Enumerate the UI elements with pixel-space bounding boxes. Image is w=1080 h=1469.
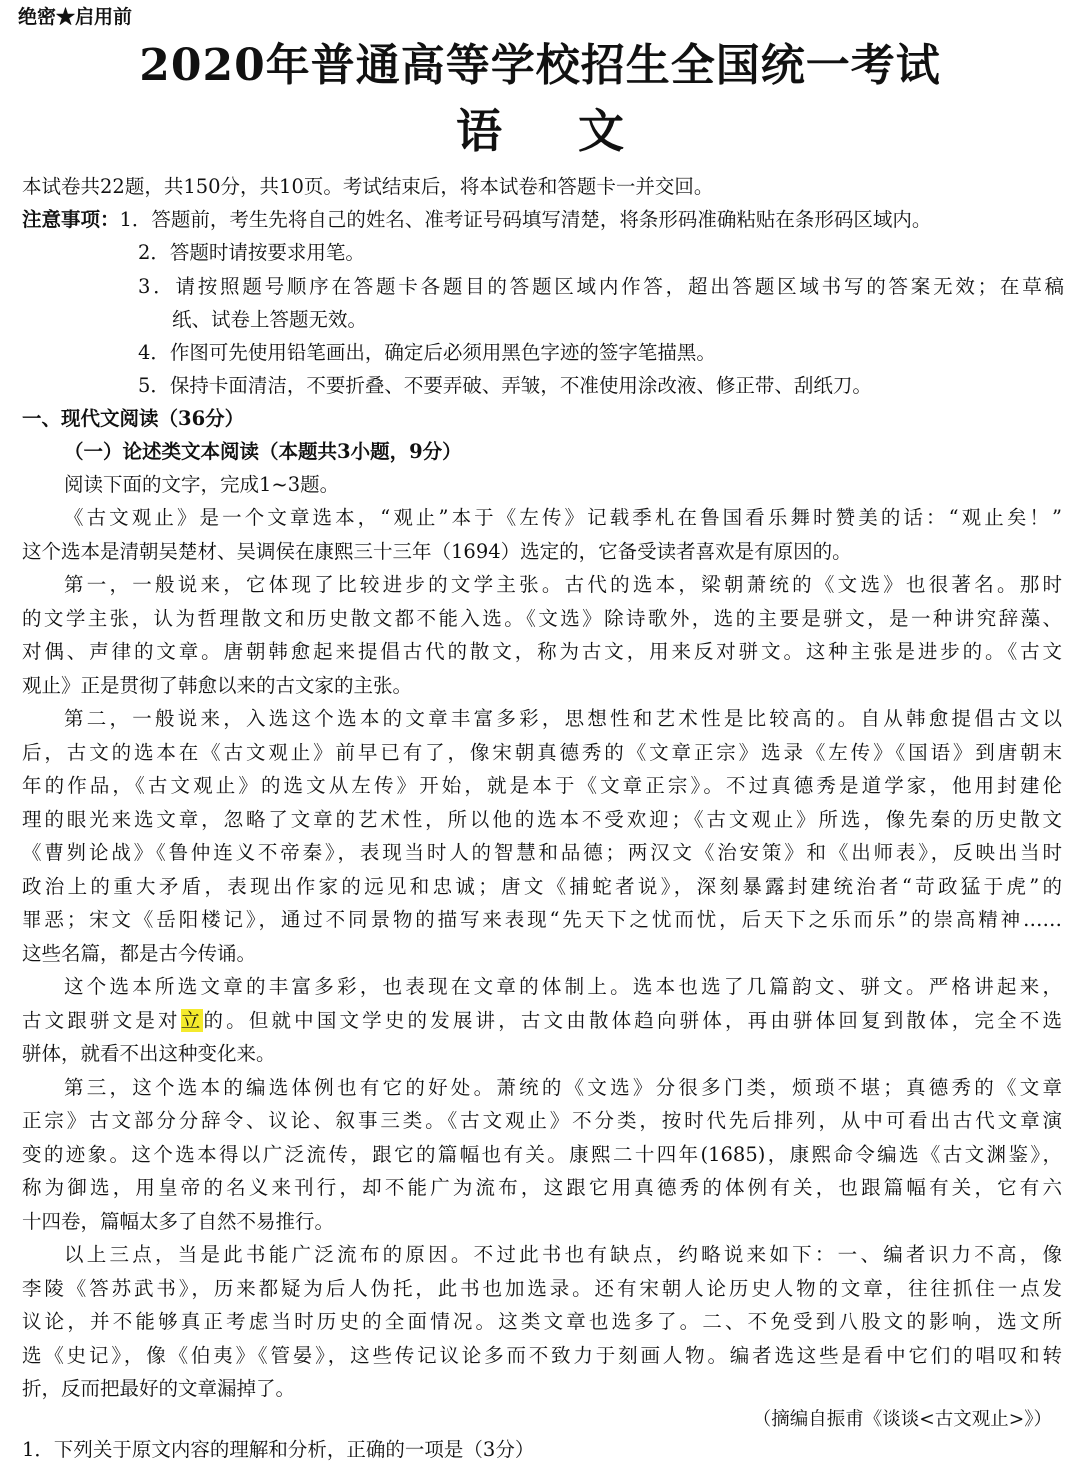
passage-line: 变的迹象。这个选本得以广泛流传，跟它的篇幅也有关。康熙二十四年(1685)，康熙命令编选《古文渊鉴》， xyxy=(22,1142,1062,1166)
subject-title: 语文 xyxy=(456,104,700,158)
passage-line: 骈体，就看不出这种变化来。 xyxy=(22,1042,276,1065)
highlighted-char: 立 xyxy=(180,1008,204,1032)
section-heading: 一、现代文阅读（36分） xyxy=(22,407,245,430)
passage-text: 古文跟骈文是对 xyxy=(22,1008,181,1032)
notice-label: 注意事项： xyxy=(22,208,120,231)
passage-line: 这些名篇，都是古今传诵。 xyxy=(22,941,257,965)
passage-line: 李陵《答苏武书》，历来都疑为后人伪托，此书也加选录。还有宋朝人论历史人物的文章，往往抓住一点发 xyxy=(22,1276,1062,1300)
passage-line: 正宗》古文部分分辞令、议论、叙事三类。《古文观止》不分类，按时代先后排列，从中可看出古代文章演 xyxy=(22,1109,1062,1132)
passage-line: 后，古文的选本在《古文观止》前早已有了，像宋朝真德秀的《文章正宗》选录《左传》《国语》到唐朝末 xyxy=(22,740,1062,764)
passage-line: 年的作品，《古文观止》的选文从左传》开始，就是本于《文章正宗》。不过真德秀是道学家，他用封建伦 xyxy=(22,774,1062,797)
notice-item-3-cont: 纸、试卷上答题无效。 xyxy=(172,308,368,331)
intro-text: 本试卷共22题，共150分，共10页。考试结束后，将本试卷和答题卡一并交回。 xyxy=(22,175,714,198)
passage-line: 理的眼光来选文章，忽略了文章的艺术性，所以他的选本不受欢迎；《古文观止》所选，像先秦的历史散文 xyxy=(22,807,1062,831)
passage-line: 《曹刿论战》《鲁仲连义不帝秦》，表现当时人的智慧和品德；两汉文《治安策》和《出师表》，反映出当时 xyxy=(22,841,1062,864)
passage-line: 折，反而把最好的文章漏掉了。 xyxy=(22,1377,296,1400)
notice-item-4: 4．作图可先使用铅笔画出，确定后必须用黑色字迹的签字笔描黑。 xyxy=(138,341,716,364)
exam-title: 2020年普通高等学校招生全国统一考试 xyxy=(139,40,941,91)
passage-line: 以上三点，当是此书能广泛流布的原因。不过此书也有缺点，约略说来如下：一、编者识力不高，像 xyxy=(64,1243,1062,1266)
passage-line: 对偶、声律的文章。唐朝韩愈起来提倡古代的散文，称为古文，用来反对骈文。这种主张是进步的。《古文 xyxy=(22,640,1062,663)
confidential-label: 绝密★启用前 xyxy=(18,6,133,28)
passage-line: 议论，并不能够真正考虑当时历史的全面情况。这类文章也选多了。二、不免受到八股文的影响，选文所 xyxy=(22,1310,1062,1333)
section-subheading: （一）论述类文本阅读（本题共3小题，9分） xyxy=(64,440,462,463)
notice-item-5: 5．保持卡面清洁，不要折叠、不要弄破、弄皱，不准使用涂改液、修正带、刮纸刀。 xyxy=(138,374,872,397)
passage-line: 称为御选，用皇帝的名义来刊行，却不能广为流布，这跟它用真德秀的体例有关，也跟篇幅有关，它有六 xyxy=(22,1176,1062,1199)
passage-source: （摘编自振甫《谈谈<古文观止>》） xyxy=(752,1409,1052,1430)
passage-line: 第三，这个选本的编选体例也有它的好处。萧统的《文选》分很多门类，烦琐不堪；真德秀的《文章 xyxy=(64,1075,1062,1099)
passage-line: 第二，一般说来，入选这个选本的文章丰富多彩，思想性和艺术性是比较高的。自从韩愈提倡古文以 xyxy=(64,707,1062,730)
question-1: 1．下列关于原文内容的理解和分析，正确的一项是（3分） xyxy=(22,1438,535,1461)
passage-line: 这个选本是清朝吴楚材、吴调侯在康熙三十三年（1694）选定的，它备受读者喜欢是有原因的。 xyxy=(22,539,852,563)
reading-instruction: 阅读下面的文字，完成1~3题。 xyxy=(64,473,340,496)
passage-line: 选《史记》，像《伯夷》《管晏》，这些传记议论多而不致力于刻画人物。编者选这些是看中它们的唱叹和转 xyxy=(22,1343,1062,1367)
passage-line xyxy=(22,1004,1062,1037)
passage-line: 《古文观止》是一个文章选本，“观止”本于《左传》记载季札在鲁国看乐舞时赞美的话：“观止矣！” xyxy=(64,506,1062,529)
notice-item-2: 2．答题时请按要求用笔。 xyxy=(138,241,365,264)
passage-line: 罪恶；宋文《岳阳楼记》，通过不同景物的描写来表现“先天下之忧而忧，后天下之乐而乐”的崇高精神…… xyxy=(22,908,1062,931)
passage-line: 政治上的重大矛盾，表现出作家的远见和忠诚；唐文《捕蛇者说》，深刻暴露封建统治者“苛政猛于虎”的 xyxy=(22,874,1062,898)
passage-line: 第一，一般说来，它体现了比较进步的文学主张。古代的选本，梁朝萧统的《文选》也很著名。那时 xyxy=(64,573,1062,596)
passage-line: 的文学主张，认为哲理散文和历史散文都不能入选。《文选》除诗歌外，选的主要是骈文，是一种讲究辞藻、 xyxy=(22,606,1062,630)
passage-text: 的。但就中国文学史的发展讲，古文由散体趋向骈体，再由骈体回复到散体，完全不选 xyxy=(203,1008,1062,1032)
notice-item-3: 3．请按照题号顺序在答题卡各题目的答题区域内作答，超出答题区域书写的答案无效；在草稿 xyxy=(138,275,1064,298)
passage-line: 观止》正是贯彻了韩愈以来的古文家的主张。 xyxy=(22,673,413,697)
passage-line: 这个选本所选文章的丰富多彩，也表现在文章的体制上。选本也选了几篇韵文、骈文。严格讲起来， xyxy=(64,975,1062,998)
notice-item-text: 1．答题前，考生先将自己的姓名、准考证号码填写清楚，将条形码准确粘贴在条形码区域内。 xyxy=(119,208,932,231)
notice-item-1 xyxy=(22,203,1062,236)
passage-line: 十四卷，篇幅太多了自然不易推行。 xyxy=(22,1209,335,1233)
